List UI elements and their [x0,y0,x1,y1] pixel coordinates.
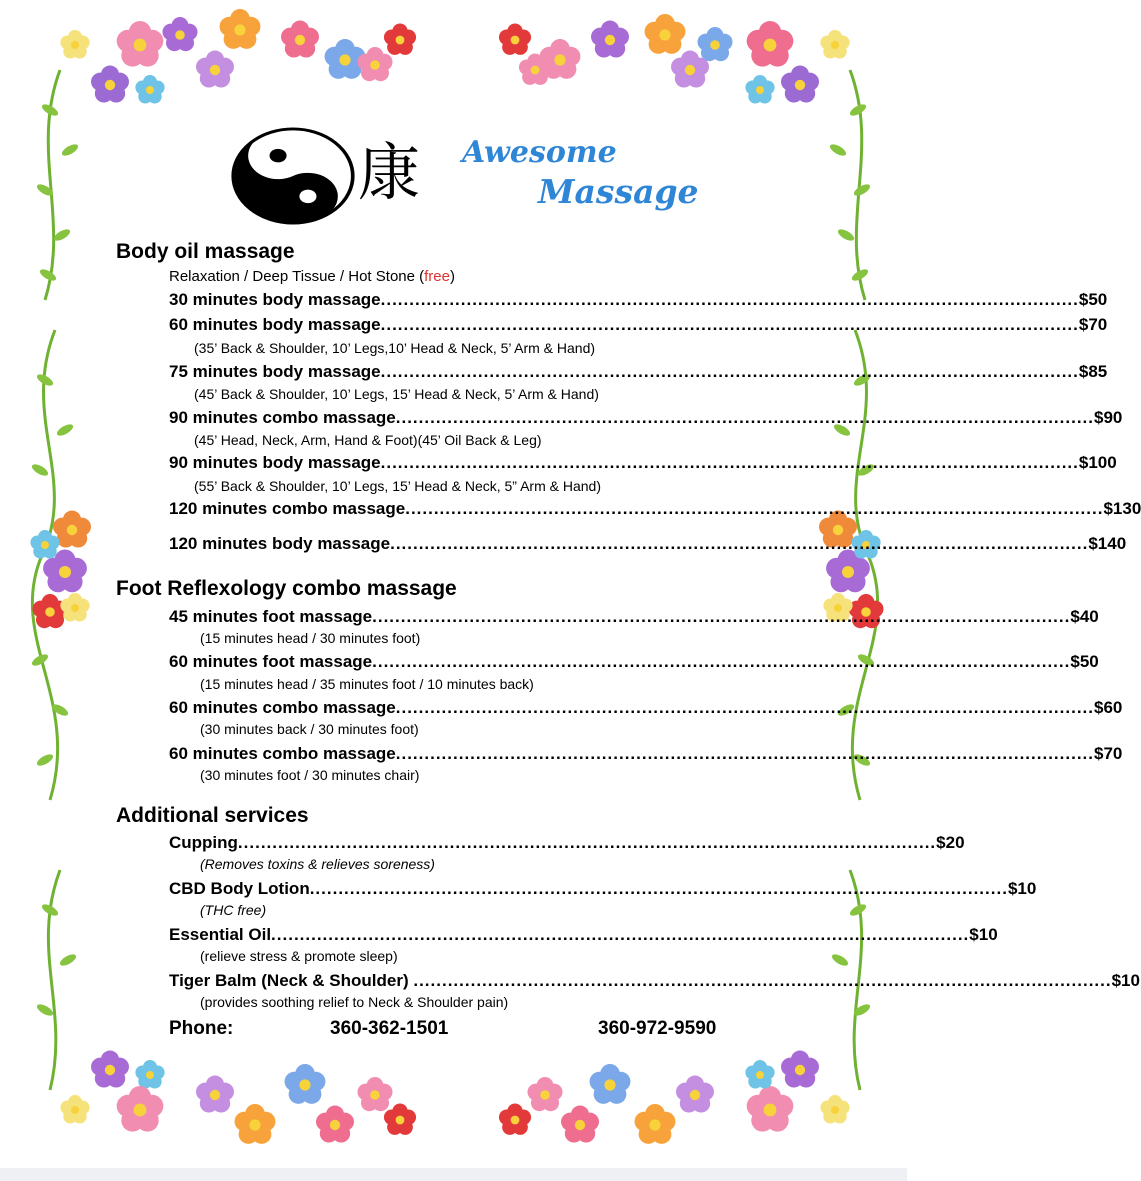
list-item: 60 minutes combo massage .......................................................................................................................... $70 [169,744,1123,763]
list-item: 90 minutes combo massage .......................................................................................................................... $90 [169,408,1123,427]
phone-number-2[interactable]: 360-972-9590 [598,1018,717,1039]
item-detail: (30 minutes foot / 30 minutes chair) [200,767,420,783]
list-item: 90 minutes body massage .......................................................................................................................... $100 [169,453,1117,472]
list-item: Tiger Balm (Neck & Shoulder) .......................................................................................................................... $10 [169,971,1140,990]
item-detail: (55’ Back & Shoulder, 10’ Legs, 15’ Head & Neck, 5” Arm & Hand) [194,478,601,494]
section-title-body-oil: Body oil massage [116,240,295,263]
list-item: 60 minutes body massage .......................................................................................................................... $70 [169,315,1108,334]
list-item: 75 minutes body massage .......................................................................................................................... $85 [169,362,1108,381]
list-item: 60 minutes combo massage .......................................................................................................................... $60 [169,698,1123,717]
item-detail: (45’ Back & Shoulder, 10’ Legs, 15’ Head & Neck, 5’ Arm & Hand) [194,386,599,402]
section-title-foot: Foot Reflexology combo massage [116,577,457,600]
phone-number-1[interactable]: 360-362-1501 [330,1018,449,1039]
phone-label: Phone: [169,1018,234,1039]
item-detail: (relieve stress & promote sleep) [200,948,398,964]
bottom-strip [0,1168,907,1181]
item-detail: (15 minutes head / 35 minutes foot / 10 minutes back) [200,676,534,692]
list-item: Essential Oil .......................................................................................................................... $10 [169,925,998,944]
list-item: 30 minutes body massage .......................................................................................................................... $50 [169,290,1108,309]
list-item: 120 minutes body massage .......................................................................................................................... $140 [169,534,1127,553]
item-detail: (45’ Head, Neck, Arm, Hand & Foot)(45’ Oil Back & Leg) [194,432,542,448]
free-label: free [424,268,450,285]
logo-glyph: 康 [358,136,421,209]
body-oil-note: Relaxation / Deep Tissue / Hot Stone (free) [169,268,455,285]
section-title-additional: Additional services [116,804,309,827]
item-detail: (35’ Back & Shoulder, 10’ Legs,10’ Head & Neck, 5’ Arm & Hand) [194,340,596,356]
item-detail: (30 minutes back / 30 minutes foot) [200,721,419,737]
brand-name-line2: Massage [538,172,699,211]
list-item: 45 minutes foot massage .......................................................................................................................... $40 [169,607,1099,626]
item-detail: (provides soothing relief to Neck & Shoulder pain) [200,994,509,1010]
item-detail: (15 minutes head / 30 minutes foot) [200,630,421,646]
list-item: 120 minutes combo massage .......................................................................................................................... $130 [169,499,1141,518]
list-item: CBD Body Lotion .......................................................................................................................... $10 [169,879,1037,898]
list-item: 60 minutes foot massage .......................................................................................................................... $50 [169,652,1099,671]
item-detail: (THC free) [200,902,267,918]
yin-yang-icon [232,128,354,224]
list-item: Cupping .......................................................................................................................... $20 [169,833,965,852]
item-detail: (Removes toxins & relieves soreness) [200,856,435,872]
brand-name-line1: Awesome [462,135,617,170]
